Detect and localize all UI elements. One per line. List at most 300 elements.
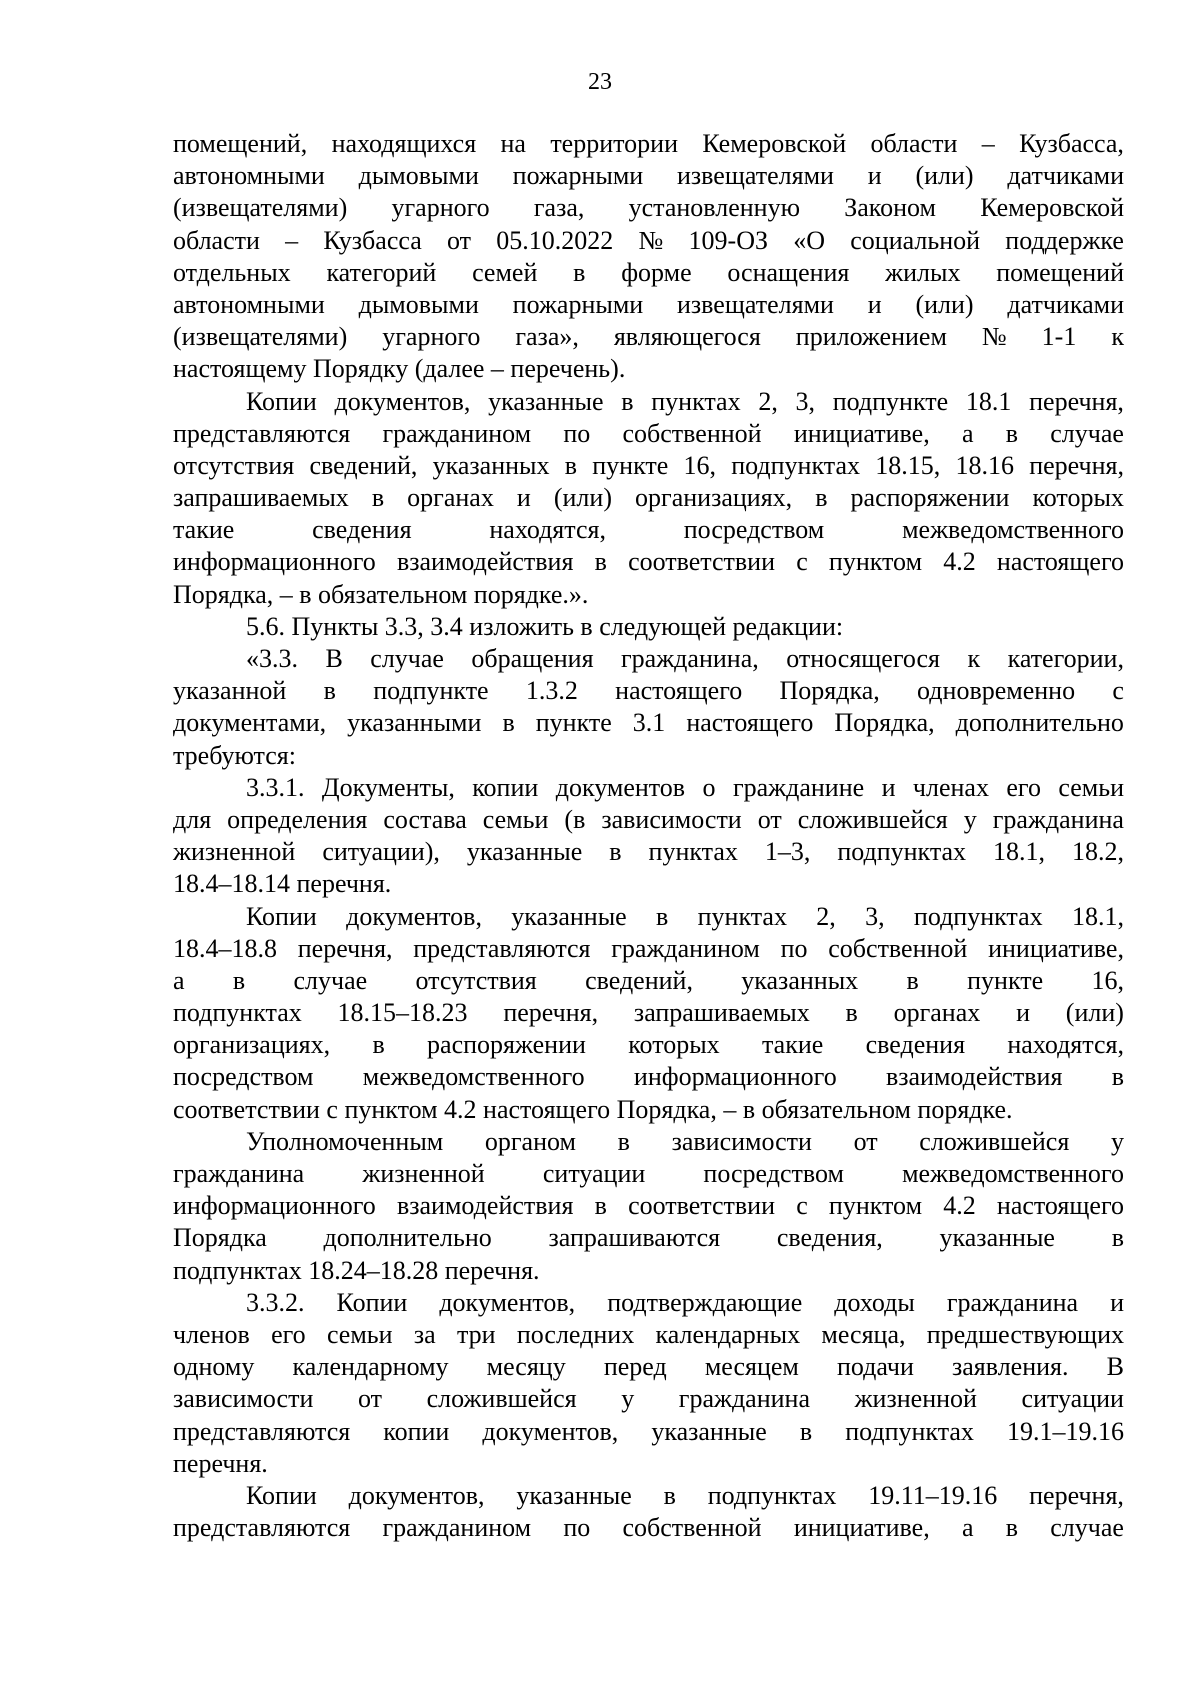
- word: угарного: [391, 193, 490, 223]
- word: документов,: [348, 1480, 485, 1510]
- word: от: [447, 225, 472, 255]
- word: 4.2: [943, 547, 976, 577]
- word: последних: [516, 1319, 635, 1349]
- word: сведений,: [585, 965, 693, 995]
- word: межведомственного: [902, 1159, 1124, 1188]
- word: (извещателями): [173, 322, 348, 352]
- text-line: [173, 1416, 1124, 1448]
- word: семьи: [326, 1319, 393, 1349]
- text-line: [173, 1319, 1124, 1351]
- word: Документы,: [321, 772, 455, 802]
- word: информационного: [173, 547, 376, 577]
- word: жизненной: [173, 837, 296, 867]
- text-line: [173, 1287, 1124, 1319]
- word: распоряжении: [427, 1030, 586, 1060]
- word: органах: [407, 483, 494, 513]
- text-line: Порядка, – в обязательном порядке.».: [173, 579, 589, 609]
- word: а: [961, 418, 974, 448]
- word: гражданина: [173, 1159, 305, 1188]
- word: форме: [621, 257, 692, 287]
- word: 3,: [795, 386, 816, 416]
- word: запрашиваемых: [173, 483, 349, 513]
- word: копии: [383, 1416, 450, 1446]
- word: одновременно: [917, 676, 1076, 706]
- word: сложившейся: [797, 804, 948, 834]
- word: установленную: [628, 193, 800, 223]
- word: 18.15–18.23: [337, 998, 468, 1028]
- word: 16,: [683, 450, 717, 480]
- word: случае: [1050, 418, 1124, 448]
- word: отсутствия: [173, 450, 295, 480]
- word: извещателями: [677, 161, 834, 191]
- word: одному: [173, 1352, 255, 1382]
- word: состава: [383, 804, 467, 834]
- word: жизненной: [362, 1159, 485, 1188]
- word: в: [1005, 1513, 1018, 1543]
- word: 18.2,: [1071, 837, 1124, 867]
- word: гражданином: [382, 418, 532, 448]
- word: гражданина,: [621, 644, 759, 673]
- word: посредством: [703, 1159, 844, 1188]
- word: (извещателями): [173, 193, 348, 223]
- word: органах: [893, 998, 981, 1028]
- text-line: [173, 1158, 1124, 1190]
- text-line: [173, 675, 1124, 707]
- text-line: 5.6. Пункты 3.3, 3.4 изложить в следующей редакции:: [246, 611, 844, 641]
- word: запрашиваемых: [633, 998, 810, 1028]
- word: перечня,: [1029, 450, 1124, 480]
- word: в: [573, 257, 586, 287]
- word: указанных: [741, 965, 859, 995]
- word: подпунктах: [707, 1480, 837, 1510]
- word: месяцу: [486, 1352, 566, 1382]
- word: подпунктах: [837, 837, 967, 867]
- text-line: [173, 1480, 1124, 1512]
- word: в: [621, 386, 634, 416]
- text-line: [173, 933, 1124, 965]
- word: сведений,: [309, 450, 418, 480]
- word: 18.4–18.8: [173, 933, 277, 963]
- word: пунктах: [651, 386, 741, 416]
- word: зависимости: [601, 804, 742, 834]
- word: межведомственного: [902, 515, 1124, 545]
- word: в: [371, 483, 385, 513]
- word: копии: [472, 772, 539, 802]
- word: сведения,: [776, 1223, 883, 1253]
- word: (или): [553, 483, 612, 513]
- word: Копии: [246, 386, 317, 416]
- word: указанные: [516, 1480, 632, 1510]
- word: взаимодействия: [396, 547, 574, 577]
- page-number: 23: [588, 69, 612, 95]
- word: подпунктах: [731, 450, 860, 480]
- word: 4.2: [943, 1191, 976, 1221]
- text-line: [173, 1222, 1124, 1254]
- word: ситуации: [542, 1159, 646, 1188]
- word: в: [502, 708, 515, 738]
- word: в: [656, 901, 669, 931]
- word: от: [757, 804, 782, 834]
- word: гражданином: [611, 933, 760, 963]
- word: заявления.: [951, 1352, 1069, 1382]
- word: инициативе,: [793, 1513, 930, 1543]
- word: в: [1005, 418, 1018, 448]
- word: перечня,: [297, 933, 393, 963]
- word: зависимости: [671, 1126, 812, 1156]
- word: о: [702, 772, 716, 802]
- word: дополнительно: [323, 1223, 492, 1253]
- word: за: [413, 1319, 436, 1349]
- word: определения: [227, 804, 368, 834]
- word: газа»,: [515, 322, 579, 352]
- word: и: [516, 483, 531, 513]
- word: В: [325, 644, 343, 673]
- word: в: [799, 1416, 813, 1446]
- word: гражданином: [382, 1513, 532, 1543]
- word: дымовыми: [358, 289, 479, 319]
- word: ситуации),: [322, 837, 440, 867]
- word: подачи: [836, 1352, 914, 1382]
- word: инициативе,: [793, 418, 930, 448]
- word: указанных: [432, 450, 550, 480]
- word: у: [1110, 1126, 1124, 1156]
- word: извещателями: [677, 289, 834, 319]
- word: документами,: [173, 708, 327, 738]
- text-line: [173, 1190, 1124, 1222]
- word: 18.15,: [875, 450, 941, 480]
- word: 18.1: [965, 386, 1012, 416]
- word: органом: [484, 1126, 576, 1156]
- word: находящихся: [331, 129, 477, 158]
- word: датчиками: [1007, 161, 1124, 191]
- word: области: [173, 225, 260, 255]
- word: в: [609, 837, 622, 867]
- word: пожарными: [512, 161, 644, 191]
- word: 18.1,: [993, 837, 1046, 867]
- word: указанной: [173, 676, 287, 706]
- word: такие: [762, 1030, 824, 1060]
- text-line: [173, 1029, 1124, 1061]
- text-line: [173, 1351, 1124, 1383]
- word: пунктах: [648, 837, 738, 867]
- word: сложившейся: [919, 1126, 1070, 1156]
- word: случае: [370, 644, 444, 673]
- text-line: [173, 997, 1124, 1029]
- word: подпунктах: [845, 1416, 974, 1446]
- word: в: [594, 1191, 607, 1221]
- word: жилых: [885, 257, 961, 287]
- word: такие: [173, 515, 235, 545]
- word: представляются: [173, 418, 351, 448]
- word: доходы: [834, 1287, 915, 1317]
- word: настоящего: [996, 547, 1124, 577]
- word: дымовыми: [358, 161, 479, 191]
- word: настоящего: [996, 1191, 1124, 1221]
- word: по: [563, 1513, 591, 1543]
- word: гражданина: [946, 1287, 1079, 1317]
- text-line: [173, 707, 1124, 739]
- word: 2,: [758, 386, 778, 416]
- word: случае: [293, 965, 368, 995]
- word: указанные: [488, 386, 604, 416]
- word: настоящего: [686, 708, 814, 738]
- word: от: [853, 1126, 878, 1156]
- word: соответствии: [628, 1191, 775, 1221]
- word: 1–3,: [764, 837, 811, 867]
- word: семьи: [482, 804, 549, 834]
- word: жизненной: [854, 1384, 977, 1414]
- word: в: [1111, 1223, 1124, 1253]
- word: в: [617, 1126, 630, 1156]
- word: указанные: [511, 901, 627, 931]
- text-line: [173, 1512, 1124, 1544]
- word: приложением: [795, 322, 947, 352]
- text-line: [173, 450, 1124, 482]
- document-body: [173, 128, 1124, 1544]
- text-line: настоящему Порядку (далее – перечень).: [173, 354, 626, 384]
- text-line: [173, 514, 1124, 546]
- word: 19.1–19.16: [1006, 1416, 1124, 1446]
- text-line: [173, 321, 1124, 353]
- word: собственной: [622, 1513, 762, 1543]
- word: собственной: [622, 418, 762, 448]
- word: по: [563, 418, 591, 448]
- word: 1.3.2: [525, 676, 578, 706]
- word: в: [906, 965, 919, 995]
- text-line: [173, 128, 1124, 160]
- text-line: [173, 1126, 1124, 1158]
- word: членов: [173, 1319, 250, 1349]
- text-line: [173, 1383, 1124, 1415]
- word: 18.1,: [1071, 901, 1124, 931]
- word: гражданина: [992, 804, 1124, 834]
- word: к: [1111, 322, 1124, 352]
- word: семей: [472, 257, 538, 287]
- word: относящегося: [786, 644, 941, 673]
- word: 3.3.1.: [246, 772, 305, 802]
- word: Уполномоченным: [246, 1126, 444, 1156]
- word: 18.16: [955, 450, 1014, 480]
- word: с: [796, 547, 808, 577]
- word: по: [780, 933, 808, 963]
- word: предшествующих: [926, 1319, 1124, 1349]
- word: сведения: [865, 1030, 966, 1060]
- word: –: [981, 129, 995, 158]
- word: а: [173, 965, 185, 995]
- word: настоящего: [615, 676, 743, 706]
- word: посредством: [683, 515, 825, 545]
- word: и: [1110, 1287, 1124, 1317]
- word: и: [1016, 998, 1030, 1028]
- word: «О: [793, 225, 826, 255]
- text-line: [173, 192, 1124, 224]
- word: и: [867, 289, 882, 319]
- text-line: [173, 482, 1124, 514]
- word: находятся,: [1007, 1030, 1124, 1060]
- word: межведомственного: [362, 1062, 585, 1092]
- word: являющегося: [613, 322, 761, 352]
- word: с: [796, 1191, 808, 1221]
- word: 1-1: [1041, 322, 1077, 352]
- word: категории,: [1007, 644, 1124, 673]
- word: 19.11–19.16: [868, 1480, 998, 1510]
- word: оснащения: [727, 257, 850, 287]
- word: а: [961, 1513, 974, 1543]
- word: 05.10.2022: [496, 225, 614, 255]
- word: пункте: [967, 965, 1044, 995]
- word: в: [372, 1030, 385, 1060]
- text-line: соответствии с пунктом 4.2 настоящего Порядка, – в обязательном порядке.: [173, 1094, 1013, 1124]
- word: ситуации: [1021, 1384, 1124, 1414]
- text-line: [173, 772, 1124, 804]
- word: дополнительно: [955, 708, 1124, 738]
- word: –: [285, 225, 299, 255]
- word: от: [357, 1384, 382, 1414]
- word: пункте: [535, 708, 612, 738]
- word: представляются: [173, 1513, 351, 1543]
- text-line: [173, 901, 1124, 933]
- word: сведения: [312, 515, 412, 545]
- word: инициативе,: [988, 933, 1124, 963]
- word: и: [867, 161, 882, 191]
- text-line: [173, 965, 1124, 997]
- word: подпункте: [832, 386, 949, 416]
- word: соответствии: [628, 547, 775, 577]
- word: (в: [564, 804, 586, 834]
- word: Кемеровской: [702, 129, 847, 158]
- word: документов,: [482, 1416, 619, 1446]
- word: угарного: [382, 322, 481, 352]
- text-line: [173, 546, 1124, 578]
- word: пожарными: [512, 289, 644, 319]
- word: Порядка,: [834, 708, 935, 738]
- word: информационного: [173, 1191, 376, 1221]
- word: запрашиваются: [548, 1223, 721, 1253]
- word: Копии: [246, 1480, 317, 1510]
- word: собственной: [828, 933, 968, 963]
- word: посредством: [173, 1062, 314, 1092]
- word: документов,: [334, 386, 471, 416]
- word: Кемеровской: [980, 193, 1124, 223]
- word: перечня,: [503, 998, 599, 1028]
- word: Порядка: [173, 1223, 267, 1253]
- word: документов,: [346, 901, 482, 931]
- word: указанные: [939, 1223, 1055, 1253]
- word: В: [1106, 1352, 1124, 1382]
- word: документов: [555, 772, 686, 802]
- word: подпунктах: [173, 998, 302, 1028]
- word: (или): [915, 161, 974, 191]
- word: в: [323, 676, 336, 706]
- word: месяцем: [704, 1352, 799, 1382]
- word: организациях,: [635, 483, 793, 513]
- text-line: подпунктах 18.24–18.28 перечня.: [173, 1255, 540, 1285]
- word: Копии: [336, 1287, 408, 1317]
- text-line: [173, 225, 1124, 257]
- word: в: [232, 965, 246, 995]
- word: взаимодействия: [396, 1191, 574, 1221]
- word: у: [621, 1384, 635, 1414]
- word: обращения: [471, 644, 594, 673]
- word: к: [967, 644, 981, 673]
- word: семьи: [1058, 772, 1124, 802]
- word: автономными: [173, 161, 325, 191]
- word: в: [564, 450, 578, 480]
- word: категорий: [326, 257, 437, 287]
- word: №: [638, 225, 664, 255]
- word: гражданина: [678, 1384, 810, 1414]
- word: распоряжении: [850, 483, 1010, 513]
- word: 2,: [816, 901, 836, 931]
- word: области: [870, 129, 958, 158]
- word: которых: [1032, 483, 1124, 513]
- word: у: [963, 804, 977, 834]
- word: информационного: [633, 1062, 837, 1092]
- word: Кузбасса: [323, 225, 422, 255]
- word: Законом: [844, 193, 936, 223]
- word: в: [663, 1480, 676, 1510]
- text-line: [173, 386, 1124, 418]
- word: три: [456, 1319, 496, 1349]
- word: в: [1111, 1062, 1124, 1092]
- text-line: [173, 289, 1124, 321]
- word: пунктом: [828, 547, 923, 577]
- text-line: [173, 160, 1124, 192]
- word: календарных: [655, 1319, 801, 1349]
- word: (или): [1065, 998, 1124, 1028]
- word: поддержке: [1005, 225, 1124, 255]
- word: случае: [1050, 1513, 1124, 1543]
- word: календарному: [292, 1352, 449, 1382]
- word: его: [1006, 772, 1041, 802]
- word: Кузбасса,: [1019, 129, 1124, 158]
- word: помещений: [996, 257, 1124, 287]
- word: сложившейся: [426, 1384, 577, 1414]
- word: подтверждающие: [607, 1287, 803, 1317]
- word: автономными: [173, 289, 325, 319]
- word: помещений,: [173, 129, 308, 158]
- word: документов,: [439, 1287, 576, 1317]
- word: перед: [603, 1352, 667, 1382]
- word: 109-ОЗ: [688, 225, 769, 255]
- word: организациях,: [173, 1030, 331, 1060]
- word: указанными: [347, 708, 482, 738]
- word: газа,: [533, 193, 585, 223]
- text-line: [173, 836, 1124, 868]
- text-line: [173, 1061, 1124, 1093]
- text-line: [173, 257, 1124, 289]
- word: которых: [628, 1030, 720, 1060]
- word: 3.1: [632, 708, 666, 738]
- word: его: [271, 1319, 306, 1349]
- word: перечня,: [1029, 1480, 1124, 1510]
- word: взаимодействия: [885, 1062, 1063, 1092]
- word: представляются: [173, 1416, 351, 1446]
- word: подпунктах: [913, 901, 1043, 931]
- text-line: перечня.: [173, 1448, 268, 1478]
- word: 3.3.2.: [246, 1287, 305, 1317]
- word: пунктах: [697, 901, 787, 931]
- text-line: [173, 418, 1124, 450]
- word: находятся,: [489, 515, 606, 545]
- word: и: [881, 772, 896, 802]
- word: пунктом: [828, 1191, 923, 1221]
- word: представляются: [413, 933, 591, 963]
- word: в: [815, 483, 828, 513]
- word: территории: [550, 129, 678, 158]
- word: пункте: [592, 450, 669, 480]
- word: подпункте: [373, 676, 489, 706]
